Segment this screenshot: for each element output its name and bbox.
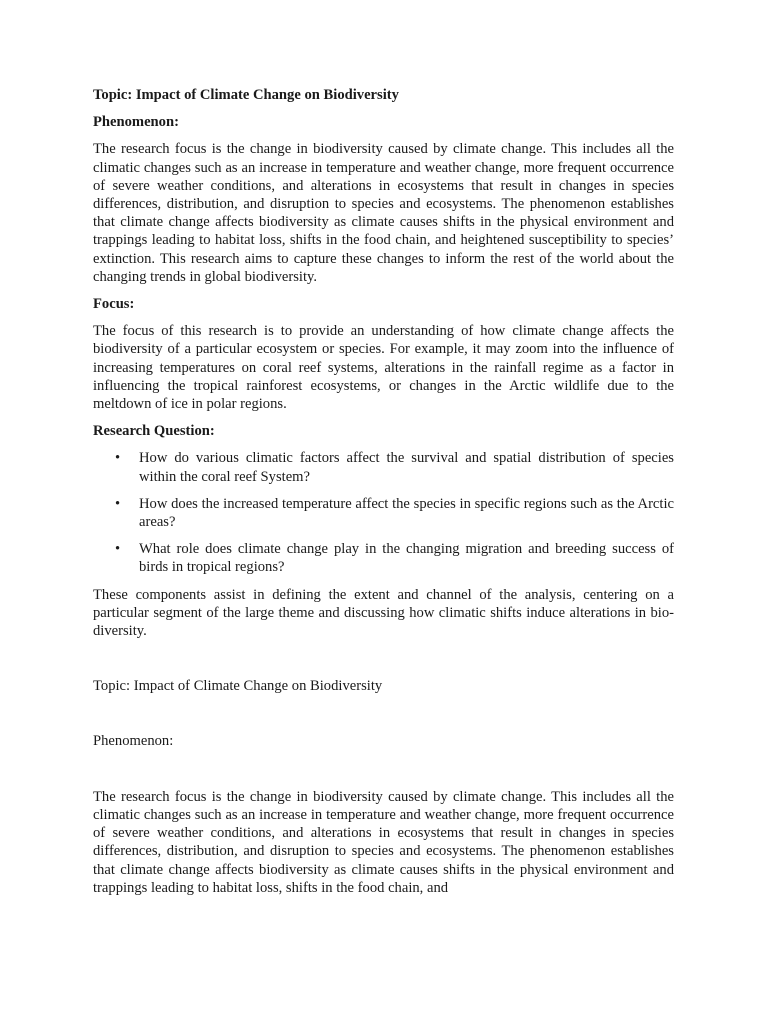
question-text: How does the increased temperature affect the species in specific regions such as the Arctic areas? — [139, 495, 674, 531]
phenomenon-paragraph: The research focus is the change in biodiversity caused by climate change. This includes all the climatic changes such as an increase in temperature and weather change, more frequent occurrence of severe weather conditions, and alterations in ecosystems that result in changes in species differences, distribution, and disruption to species and ecosystems. The phenomenon establishes that climate change affects biodiversity as climate causes shifts in the physical environment and trappings leading to habitat loss, shifts in the food chain, and heightened susceptibility to species’ extinction. This research aims to capture these changes to inform the rest of the world about the changing trends in global biodiversity. — [93, 141, 674, 285]
research-question-heading: Research Question: — [93, 423, 215, 440]
list-item — [93, 495, 674, 531]
bullet-icon: • — [115, 495, 121, 512]
bullet-icon: • — [115, 450, 121, 467]
topic-heading-plain: Topic: Impact of Climate Change on Biodiversity — [93, 678, 383, 695]
document-page — [93, 86, 674, 897]
question-text: What role does climate change play in the changing migration and breeding success of birds in tropical regions? — [139, 541, 674, 576]
topic-heading: Topic: Impact of Climate Change on Biodiversity — [93, 87, 399, 103]
focus-heading: Focus: — [93, 296, 135, 313]
focus-paragraph: The focus of this research is to provide an understanding of how climate change affects the biodiversity of a particular ecosystem or species. For example, it may zoom into the influence of increasing temperatures on coral reef systems, alterations in the rainfall regime as a factor in influencing the tropical rainforest ecosystems, or changes in the Arctic wildlife due to the meltdown of ice in polar regions. — [93, 323, 674, 413]
bullet-icon: • — [115, 541, 121, 558]
list-item — [93, 540, 674, 576]
closing-paragraph: These components assist in defining the extent and channel of the analysis, centering on a particular segment of the large theme and discussing how climatic shifts induce alterations in bio-diversity. — [93, 586, 674, 640]
phenomenon-heading-plain: Phenomenon: — [93, 733, 174, 750]
phenomenon-heading: Phenomenon: — [93, 114, 179, 131]
question-text: How do various climatic factors affect the survival and spatial distribution of species within the coral reef System? — [139, 450, 674, 485]
research-question-list — [93, 449, 674, 576]
phenomenon-paragraph-repeat: The research focus is the change in biodiversity caused by climate change. This includes all the climatic changes such as an increase in temperature and weather change, more frequent occurrence of severe weather conditions, and alterations in ecosystems that result in changes in species differences, distribution, and disruption to species and ecosystems. The phenomenon establishes that climate change affects biodiversity as climate causes shifts in the physical environment and trappings leading to habitat loss, shifts in the food chain, and — [93, 788, 674, 896]
list-item — [93, 449, 674, 485]
